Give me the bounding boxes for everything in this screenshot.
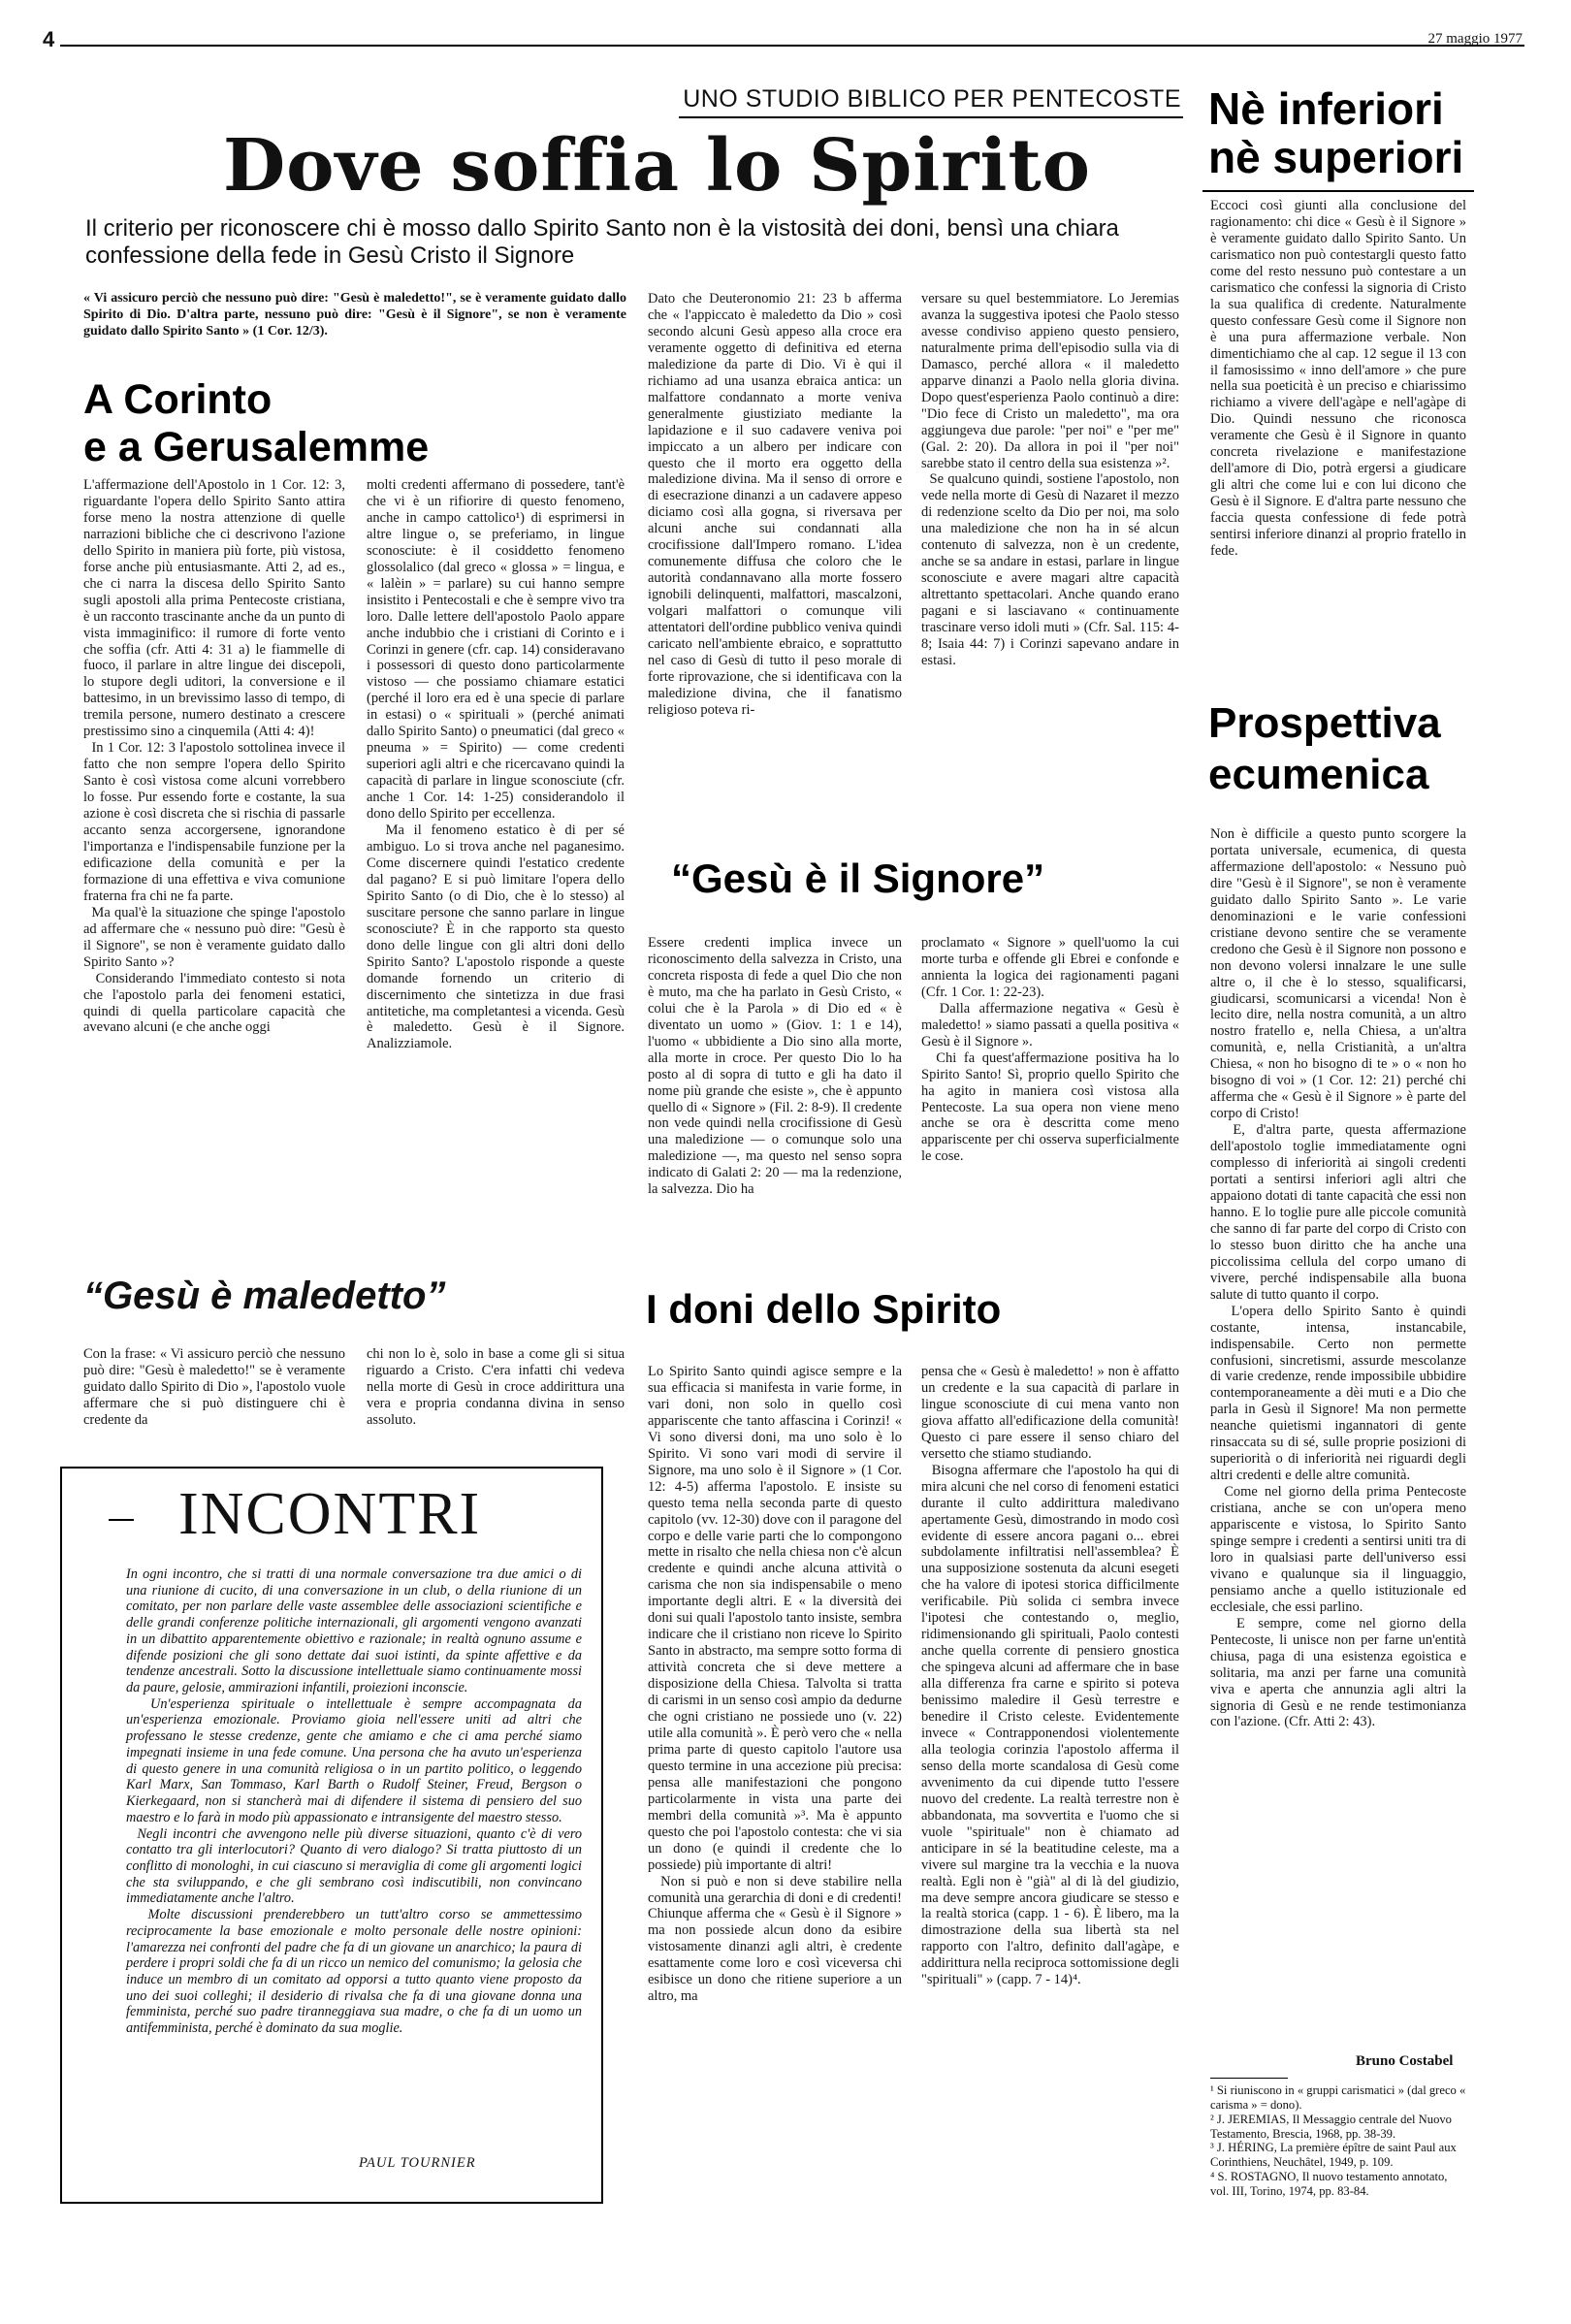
footnotes: ¹ Si riuniscono in « gruppi carismatici » (dal greco « carisma » = dono). ² J. JEREMIAS, Il Messaggio centrale del Nuovo Testamento, Brescia, 1968, pp. 38-39. ³ J. HÉRING, La première épître de saint Paul aux Corinthiens, Neuchâtel, 1949, p. 109. ⁴ S. ROSTAGNO, Il nuovo testamento annotato, vol. III, Torino, 1974, pp. 83-84.	[1210, 2083, 1466, 2199]
page-number: 4	[43, 27, 55, 51]
kicker-rule	[679, 116, 1183, 118]
subhead-prospettiva-ecumenica: Prospettiva ecumenica	[1208, 699, 1441, 798]
box-author: PAUL TOURNIER	[359, 2155, 476, 2171]
issue-date: 27 maggio 1977	[1427, 31, 1523, 47]
subhead-doni-spirito: I doni dello Spirito	[646, 1286, 1002, 1332]
standfirst: Il criterio per riconoscere chi è mosso dallo Spirito Santo non è la vistosità dei doni, bensì una chiara confessione della fede in Gesù Cristo il Signore	[85, 215, 1119, 270]
epigraph: « Vi assicuro perciò che nessuno può dire: "Gesù è maledetto!", se è veramente guidato dallo Spirito di Dio. D'altra parte, nessuno può dire: "Gesù è il Signore", se non è veramente guidato dallo Spirito Santo » (1 Cor. 12/3).	[83, 291, 626, 339]
subhead-gesu-maledetto: “Gesù è maledetto”	[83, 1275, 446, 1317]
subhead-corinto: A Corinto e a Gerusalemme	[83, 376, 430, 470]
column-9: Lo Spirito Santo quindi agisce sempre e la sua efficacia si manifesta in varie forme, in vari doni, non solo in quello così appariscente che tanto affascina i Corinzi! « Vi sono diversi doni, ma uno solo è lo Spirito. Vi sono vari modi di servire il Signore, ma uno solo è il Signore » (1 Cor. 12: 4-5) afferma l'apostolo. E insiste su questo tema nella seconda parte di questo capitolo (vv. 12-30) dove con il paragone del corpo e delle varie parti che lo compongono mette in risalto che nella chiesa non c'è alcun credente e quindi anche alcuna attività o carisma che non sia indispensabile o meno importante degli altri. E « la diversità dei doni sui quali l'apostolo tanto insiste, sembra indicare che il cristiano non riceve lo Spirito Santo in abstracto, ma sempre sotto forma di attività concreta che si deve mettere a disposizione della Chiesa. Talvolta si tratta di carismi in un senso così ampio da dedurne che ogni cristiano ne possiede uno (v. 22) utile alla comunità ». È però vero che « nella prima parte di questo capitolo l'autore usa questo termine in una accezione più precisa: pensa alle manifestazioni che pongono particolarmente in vista una parte dei membri della comunità »³. Ma è appunto questo che poi l'apostolo contesta: che vi sia un dono (e quindi il credente che lo possiede) più importante di altri! Non si può e non si deve stabilire nella comunità una gerarchia di doni e di credenti! Chiunque afferma che « Gesù è il Signore » ma non possiede alcun dono da esibire vistosamente dinanzi agli altri, è credente esattamente come loro e così viceversa chi esibisce un dono che ritiene superiore a un altro, ma	[648, 1364, 903, 2005]
column-8: chi non lo è, solo in base a come gli si situa riguardo a Cristo. C'era infatti chi vedeva nella morte di Gesù in croce addirittura una vera e propria condanna divina in senso assoluto.	[367, 1346, 628, 1428]
author-signature: Bruno Costabel	[1356, 2053, 1454, 2069]
column-1: L'affermazione dell'Apostolo in 1 Cor. 12: 3, riguardante l'opera dello Spirito Santo attira forse meno la nostra attenzione di quelle narrazioni bibliche che ci descrivono l'azione dello Spirito in maniera più forte, più vistosa, forse anche più entusiasmante. Atti 2, ad es., che ci narra la discesa dello Spirito Santo sugli apostoli alla prima Pentecoste cristiana, è un racconto trascinante anche da un punto di vista immaginifico: il rumore di forte vento che soffia (cfr. Atti 4: 31 a) le fiammelle di fuoco, il parlare in altre lingue dei discepoli, lo stupore degli uditori, la conversione e il battesimo, in un brevissimo lasso di tempo, di tremila persone, numero destinato a crescere prestissimo sino a cinquemila (Atti 4: 4)! In 1 Cor. 12: 3 l'apostolo sottolinea invece il fatto che non sempre l'opera dello Spirito Santo è così vistosa come alcuni vorrebbero lo fosse. Pur essendo forte e costante, la sua azione è così discreta che si rischia di passarle accanto senza accorgersene, ignorandone l'importanza e l'indispensabile funzione per la edificazione della comunità e per la formazione di una effettiva e viva comunione fraterna fra chi ne fa parte. Ma qual'è la situazione che spinge l'apostolo ad affermare che « nessuno può dire: "Gesù è il Signore", se non è veramente guidato dallo Spirito Santo »? Considerando l'immediato contesto si nota che l'apostolo parla dei fenomeni estatici, quindi di quella particolare capacità che avevano alcuni (e che anche oggi	[83, 477, 346, 1036]
subhead-gesu-signore: “Gesù è il Signore”	[671, 855, 1045, 901]
kicker: UNO STUDIO BIBLICO PER PENTECOSTE	[683, 85, 1181, 113]
sidebar-title: Nè inferiori nè superiori	[1208, 83, 1464, 182]
column-2: molti credenti affermano di possedere, tant'è che vi è un rifiorire di questo fenomeno, anche in campo cattolico¹) di esprimersi in altre lingue o, se preferiamo, in lingue sconosciute: è il cosiddetto fenomeno glossolalico (dal greco « glossa » = lingua, e « lalèin » = parlare) su cui hanno sempre insistito i Pentecostali e che è sempre vivo tra loro. Dalle lettere dell'apostolo Paolo appare anche indubbio che i cristiani di Corinto e i Corinzi in genere (cfr. cap. 14) consideravano i possessori di questo dono particolarmente vistoso — che possiamo chiamare estatici (perché il loro era ed è una specie di parlare in estasi) o « spirituali » (perché animati dallo Spirito Santo) o pneumatici (dal greco « pneuma » = Spirito) — come credenti superiori agli altri e che ricercavano quindi la capacità di parlare in lingue sconosciute (cfr. anche 1 Cor. 14: 1-25) considerandolo il dono dello Spirito per eccellenza. Ma il fenomeno estatico è di per sé ambiguo. Lo si trova anche nel paganesimo. Come discernere quindi l'estatico credente dal pagano? E si può limitare l'opera dello Spirito Santo (o di Dio, che è lo stesso) al suscitare persone che sanno parlare in lingue sconosciute? È in che rapporto sta questo dono delle lingue con gli altri doni dello Spirito Santo? L'apostolo risponde a queste domande fornendo un criterio di discernimento che sintetizza in due frasi antitetiche, ma completantesi a vicenda. Gesù è maledetto. Gesù è il Signore. Analizziamole.	[367, 477, 625, 1052]
sidebar-rule	[1202, 190, 1474, 192]
top-rule	[60, 45, 1524, 47]
box-title-dash-left	[109, 1519, 134, 1521]
column-4: versare su quel bestemmiatore. Lo Jeremias avanza la suggestiva ipotesi che Paolo stesso avesse condiviso appieno questo pensiero, naturalmente prima dell'episodio sulla via di Damasco, perché allora « il maledetto apparve dinanzi a Paolo nella gloria divina. Dopo quest'esperienza Paolo continuò a dire: "Dio fece di Cristo un maledetto", ma ora aggiungeva due parole: "per noi" e "per me" (Gal. 2: 20). Da allora in poi il "per noi" sarebbe stato il centro della sua esistenza »². Se qualcuno quindi, sostiene l'apostolo, non vede nella morte di Gesù di Nazaret il mezzo di redenzione scelto da Dio per noi, ma solo una maledizione che non ha in sé alcun contenuto di salvezza, non è un credente, anche se sa andare in estasi, parlare in lingue sconosciute e avere magari altre capacità altrettanto spettacolari. Anche quando erano pagani e si lasciavano « continuamente trascinare verso idoli muti » (Cfr. Sal. 115: 4-8; Isaia 44: 7) i Corinzi sapevano andare in estasi.	[921, 291, 1179, 668]
column-12: Non è difficile a questo punto scorgere la portata universale, ecumenica, di questa affermazione dell'apostolo: « Nessuno può dire "Gesù è il Signore", se non è veramente guidato dallo Spirito Santo ». Le varie denominazioni e le varie confessioni cristiane devono sentire che se veramente credono che Gesù è il Signore non possono e non devono volersi innalzare le une sulle altre o, il che è lo stesso, squalificarsi, giudicarsi, scomunicarsi a vicenda! Non è lecito dire, nella nostra comunità, a un altro nostro fratello e, nella Chiesa, a un'altra comunità, e, nella Cristianità, a un'altra Chiesa, « non ho bisogno di te » o « non ho bisogno di voi » (1 Cor. 12: 21) perché chi afferma che « Gesù è il Signore » è parte del corpo di Cristo! E, d'altra parte, questa affermazione dell'apostolo toglie immediatamente ogni complesso di inferiorità ai singoli credenti portati a sentirsi inferiori agli altri che appaiono dotati di tante capacità che essi non hanno. E lo toglie pure alle piccole comunità che sanno di far parte del corpo di Cristo con lo stesso buon diritto che ha anche una piccolissima cellula del corpo umano di vivere, perché indispensabile alla buona salute di tutto quanto il corpo. L'opera dello Spirito Santo è quindi costante, intensa, instancabile, indispensabile. Certo non permette confusioni, sincretismi, assurde mescolanze di varie credenze, rende impossibile ubbidire contemporaneamente a dèi muti e a Dio che parla in Gesù il Signore! Ma non permette neanche quietismi ingannatori di gente rinsaccata su di sé, sulle proprie posizioni di superiorità o di inferiorità nei riguardi degli altri credenti e delle altre comunità. Come nel giorno della prima Pentecoste cristiana, anche se con un'opera meno appariscente e vistosa, lo Spirito Santo spinge sempre i credenti a sentirsi uniti tra di loro in qualsiasi parte dell'universo essi vivano e qualunque sia il linguaggio, pensiamo anche a quello istituzionale ed ecclesiale, che essi parlino. E sempre, come nel giorno della Pentecoste, li unisce non per farne un'entità chiusa, paga di una esistenza egoistica e solitaria, ma anzi per farne una comunità viva e aperta che annunzia agli altri la signoria di Gesù e ne rende testimonianza con l'azione. (Cfr. Atti 2: 43).	[1210, 826, 1467, 1730]
column-11: Eccoci così giunti alla conclusione del ragionamento: chi dice « Gesù è il Signore » è veramente guidato dallo Spirito Santo. Un carismatico non può contestargli questo fatto come del resto nessuno può contestare a un carismatico che confessi la signoria di Cristo la sua qualifica di credente. Naturalmente questo confessare Gesù come il Signore non è una pura affermazione verbale. Non dimentichiamo che al cap. 12 segue il 13 con il famosissimo « inno dell'amore » che pure nella sua poeticità è un preciso e chiarissimo richiamo a vivere dell'agàpe e nell'agàpe di Dio. Quindi nessuno che riconosca veramente che Gesù è il Signore in quanto concreta rivelazione e manifestazione dell'amore di Dio, potrà ergersi a giudicare gli altri che come lui e con lui dicono che Gesù è il Signore. E d'altra parte nessuno che faccia questa confessione di fede potrà sentirsi inferiore dinanzi al proprio fratello in fede.	[1210, 198, 1470, 560]
headline: Dove soffia lo Spirito	[223, 124, 1092, 208]
column-5: Essere credenti implica invece un riconoscimento della salvezza in Cristo, una concreta risposta di fede a quel Dio che non è muto, ma che ha parlato in Gesù Cristo, « colui che è la Parola » di Dio ed « è diventato un uomo » (Giov. 1: 1 e 14), l'uomo « ubbidiente a Dio sino alla morte, alla morte in croce. Per questo Dio lo ha posto al di sopra di tutto e gli ha dato il nome più grande che esiste », che è appunto quello di « Signore » (Fil. 2: 8-9). Il credente non vede quindi nella crocifissione di Gesù una maledizione — o comunque solo una maledizione —, ma questo nel senso sopra indicato di Galati 2: 20 — ma la redenzione, la salvezza. Dio ha	[648, 935, 906, 1198]
column-10: pensa che « Gesù è maledetto! » non è affatto un credente e la sua capacità di parlare in lingue sconosciute di cui mena vanto non giova affatto all'edificazione della comunità! Questo ci pare essere il senso chiaro del versetto che stiamo studiando. Bisogna affermare che l'apostolo ha qui di mira alcuni che nel corso di fenomeni estatici durante il culto addirittura maledivano apertamente Gesù, dimostrando in modo così evidente di essere ancora pagani o... ebrei subdolamente infiltratisi nell'assemblea? È una supposizione sostenuta da alcuni esegeti che ha valore di ipotesi storica difficilmente verificabile. Più solida ci sembra invece l'ipotesi che contestando o, meglio, ridimensionando gli spirituali, Paolo contesti anche quella corrente di pensiero gnostica che spingeva alcuni ad affermare che in base alla differenza fra carne e spirito si poteva benissimo maledire il Gesù terrestre e benedire il Cristo celeste. Evidentemente invece « Contrapponendosi violentemente alla teologia corinzia l'apostolo afferma il senso della morte scandalosa di Gesù come avvenimento da cui dipende tutto l'essere nuovo del credente. La realtà terrestre non è abbandonata, ma sovvertita e l'uomo che si vuole "spirituale" non è chiamato ad anticipare in sé la beatitudine celeste, ma a vivere sul margine tra la vecchia e la nuova realtà. Egli non è "già" al di là del giudizio, ma deve sempre ancora giudicare se stesso e la realtà storica (capp. 1 - 6). È libero, ma la dimostrazione della sua libertà sta nel rapporto con l'altro, definito dall'agàpe, e addirittura nella reciproca sottomissione degli "spirituali" » (capp. 7 - 14)⁴.	[921, 1364, 1179, 1988]
footnote-rule	[1210, 2078, 1288, 2079]
box-text: In ogni incontro, che si tratti di una normale conversazione tra due amici o di una riunione di cucito, di una conversazione in un club, o della riunione di un comitato, per non parlare delle vaste assemblee delle associazioni scientifiche e delle grandi conferenze politiche internazionali, gli argomenti vengono avanzati in un dibattito apparentemente obiettivo e razionale; in realtà ognuno assume e difende posizioni che gli sono dettate dai suoi istinti, da spinte affettive e da tendenze ancestrali. Sotto la discussione intellettuale siamo continuamente mossi da paure, gelosie, ammirazioni infantili, proiezioni inconscie. Un'esperienza spirituale o intellettuale è sempre accompagnata da un'esperienza emozionale. Proviamo gioia nell'essere uniti ad altri che professano le stesse credenze, gente che amiamo e che ci ama perché siamo impegnati insieme in una fede comune. Una persona che ha avuto un'esperienza di questo genere in una comunità religiosa o in un partito politico, o leggendo Karl Marx, San Tommaso, Karl Barth o Rudolf Steiner, Freud, Bergson o Kierkegaard, non si stancherà mai di difendere il sistema di pensiero del suo maestro e lo farà in modo più appassionato e intransigente del maestro stesso. Negli incontri che avvengono nelle più diverse situazioni, quanto c'è di vero contatto tra gli interlocutori? Quanto di vero dialogo? Si tratta piuttosto di un conflitto di monologhi, in cui ciascuno si meraviglia di come gli argomenti logici che sta sviluppando, e che gli sembrano così indiscutibili, non convincano immediatamente anche l'altro. Molte discussioni prenderebbero un tutt'altro corso se ammettessimo reciprocamente la base emozionale e molto personale delle nostre opinioni: l'amarezza nei confronti del padre che fa di un giovane un anarchico; la paura di perdere i propri soldi che fa di un ricco un nemico del comunismo; la gelosia che induce un membro di un comitato ad opporsi a tutto quanto viene proposto da uno dei suoi colleghi; il desiderio di rivalsa che fa di una giovane donna una femminista, perché suo padre tiranneggiava sua madre, o che fa di un uomo un antifemminista, perché è dominato da sua moglie.	[126, 1566, 582, 2037]
column-7: Con la frase: « Vi assicuro perciò che nessuno può dire: "Gesù è maledetto!" se è veramente guidato dallo Spirito di Dio », l'apostolo vuole affermare che si può distinguere chi è credente da	[83, 1346, 349, 1428]
column-3: Dato che Deuteronomio 21: 23 b afferma che « l'appiccato è maledetto da Dio » così secondo alcuni Gesù appeso alla croce era veramente oggetto di definitiva ed eterna maledizione da parte di Dio. Vi è qui il richiamo ad una usanza ebraica antica: un malfattore condannato a morte veniva generalmente giustiziato mediante la lapidazione e il suo cadavere veniva poi impiccato a un albero per indicare con questo che il morto era oggetto della maledizione divina. Ma il senso di orrore e di esecrazione dinanzi a un cadavere appeso diciamo così alla gogna, si riversava per alcuni anche sui condannati alla crocifissione dall'Impero romano. L'idea comunemente diffusa che coloro che le autorità condannavano alla morte fossero ignobili delinquenti, malfattori, mascalzoni, volgari malfattori o comunque vili attentatori dell'ordine pubblico veniva quindi caricato nell'ambiente ebraico, e soprattutto nel caso di Gesù di tutto il peso morale di forte riprovazione, che si identificava con la maledizione divina, che il fanatismo religioso poteva ri-	[648, 291, 906, 718]
column-6: proclamato « Signore » quell'uomo la cui morte turba e offende gli Ebrei e confonde e annienta la logica dei ragionamenti pagani (Cfr. 1 Cor. 1: 22-23). Dalla affermazione negativa « Gesù è maledetto! » siamo passati a quella positiva « Gesù è il Signore ». Chi fa quest'affermazione positiva ha lo Spirito Santo! Sì, proprio quello Spirito che ha agito in maniera così vistosa alla Pentecoste. La sua opera non viene meno anche se ora è descritta come meno appariscente per chi osserva superficialmente le cose.	[921, 935, 1179, 1165]
box-title: INCONTRI	[178, 1481, 482, 1547]
